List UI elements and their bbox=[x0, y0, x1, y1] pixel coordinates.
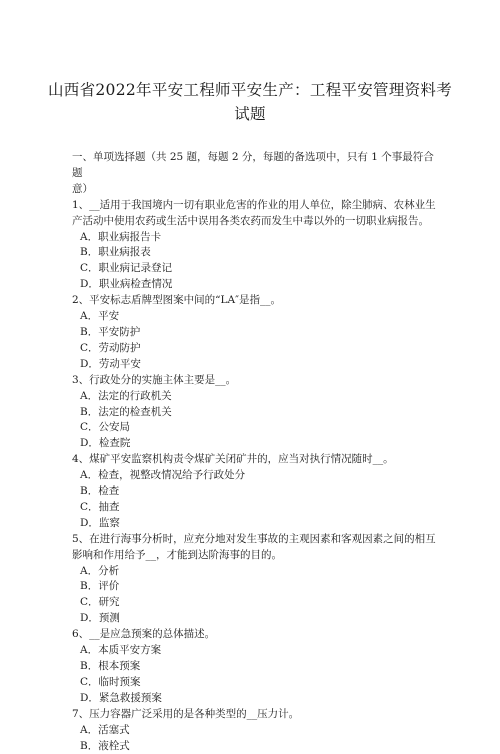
answer-option: C．临时预案 bbox=[80, 675, 141, 688]
answer-option: A．法定的行政机关 bbox=[80, 389, 172, 402]
question-text-line: 产活动中使用农药或生活中误用各类农药而发生中毒以外的一切职业病报告。 bbox=[72, 214, 429, 227]
answer-option: D．职业病检查情况 bbox=[80, 278, 173, 291]
question-text-line: 2、平安标志盾牌型图案中间的“LA″是指__。 bbox=[72, 294, 282, 307]
answer-option: D．检查院 bbox=[80, 437, 131, 450]
section-heading-line: 一、单项选择题（共 25 题，每题 2 分，每题的备选项中，只有 1 个事最符合题 bbox=[72, 151, 434, 179]
answer-option: B．检查 bbox=[80, 485, 120, 498]
section-heading bbox=[72, 150, 442, 198]
question-6 bbox=[72, 627, 442, 707]
question-5 bbox=[72, 532, 442, 627]
question-1 bbox=[72, 198, 442, 293]
answer-option: A．活塞式 bbox=[80, 723, 130, 736]
answer-option: C．公安局 bbox=[80, 421, 131, 434]
answer-option: A．平安 bbox=[80, 310, 120, 323]
question-7 bbox=[72, 707, 442, 754]
answer-option: A．检查，视整改情况给予行政处分 bbox=[80, 469, 246, 482]
document-title-line-1: 山西省2022年平安工程师平安生产：工程平安管理资料考 bbox=[47, 81, 453, 99]
question-4 bbox=[72, 452, 442, 532]
answer-option: D．劳动平安 bbox=[80, 357, 141, 370]
answer-option: C．劳动防护 bbox=[80, 341, 141, 354]
question-text-line: 4、煤矿平安监察机构责令煤矿关闭矿井的，应当对执行情况随时__。 bbox=[72, 453, 394, 466]
document-title-line-2: 试题 bbox=[234, 105, 266, 123]
document-body bbox=[72, 150, 442, 754]
question-text-line: 影响和作用给予__，才能到达阶海事的目的。 bbox=[72, 548, 282, 561]
answer-option: C．抽查 bbox=[80, 500, 120, 513]
question-text-line: 3、行政处分的实施主体主要是__。 bbox=[72, 373, 237, 386]
answer-option: A．分析 bbox=[80, 564, 120, 577]
question-text-line: 7、压力容器广泛采用的是各种类型的__压力计。 bbox=[72, 707, 300, 720]
question-2 bbox=[72, 293, 442, 373]
section-heading-line: 意） bbox=[72, 182, 93, 195]
question-text-line: 5、在进行海事分析时，应充分地对发生事故的主观因素和客观因素之间的相互 bbox=[72, 532, 436, 545]
answer-option: D．监察 bbox=[80, 516, 120, 529]
question-text-line: 1、__适用于我国境内一切有职业危害的作业的用人单位，除尘肺病、农林业生 bbox=[72, 198, 436, 211]
answer-option: A．本质平安方案 bbox=[80, 644, 162, 657]
answer-option: C．研究 bbox=[80, 596, 120, 609]
question-3 bbox=[72, 373, 442, 453]
question-text-line: 6、__是应急预案的总体描述。 bbox=[72, 628, 216, 641]
answer-option: B．职业病报表 bbox=[80, 246, 151, 259]
answer-option: D．预测 bbox=[80, 612, 120, 625]
answer-option: B．法定的检查机关 bbox=[80, 405, 172, 418]
answer-option: B．液栓式 bbox=[80, 739, 130, 752]
answer-option: B．根本预案 bbox=[80, 660, 141, 672]
answer-option: C．职业病记录登记 bbox=[80, 262, 173, 275]
answer-option: B．平安防护 bbox=[80, 325, 141, 338]
answer-option: B．评价 bbox=[80, 580, 120, 593]
answer-option: A．职业病报告卡 bbox=[80, 230, 162, 243]
answer-option: D．紧急救援预案 bbox=[80, 691, 162, 704]
